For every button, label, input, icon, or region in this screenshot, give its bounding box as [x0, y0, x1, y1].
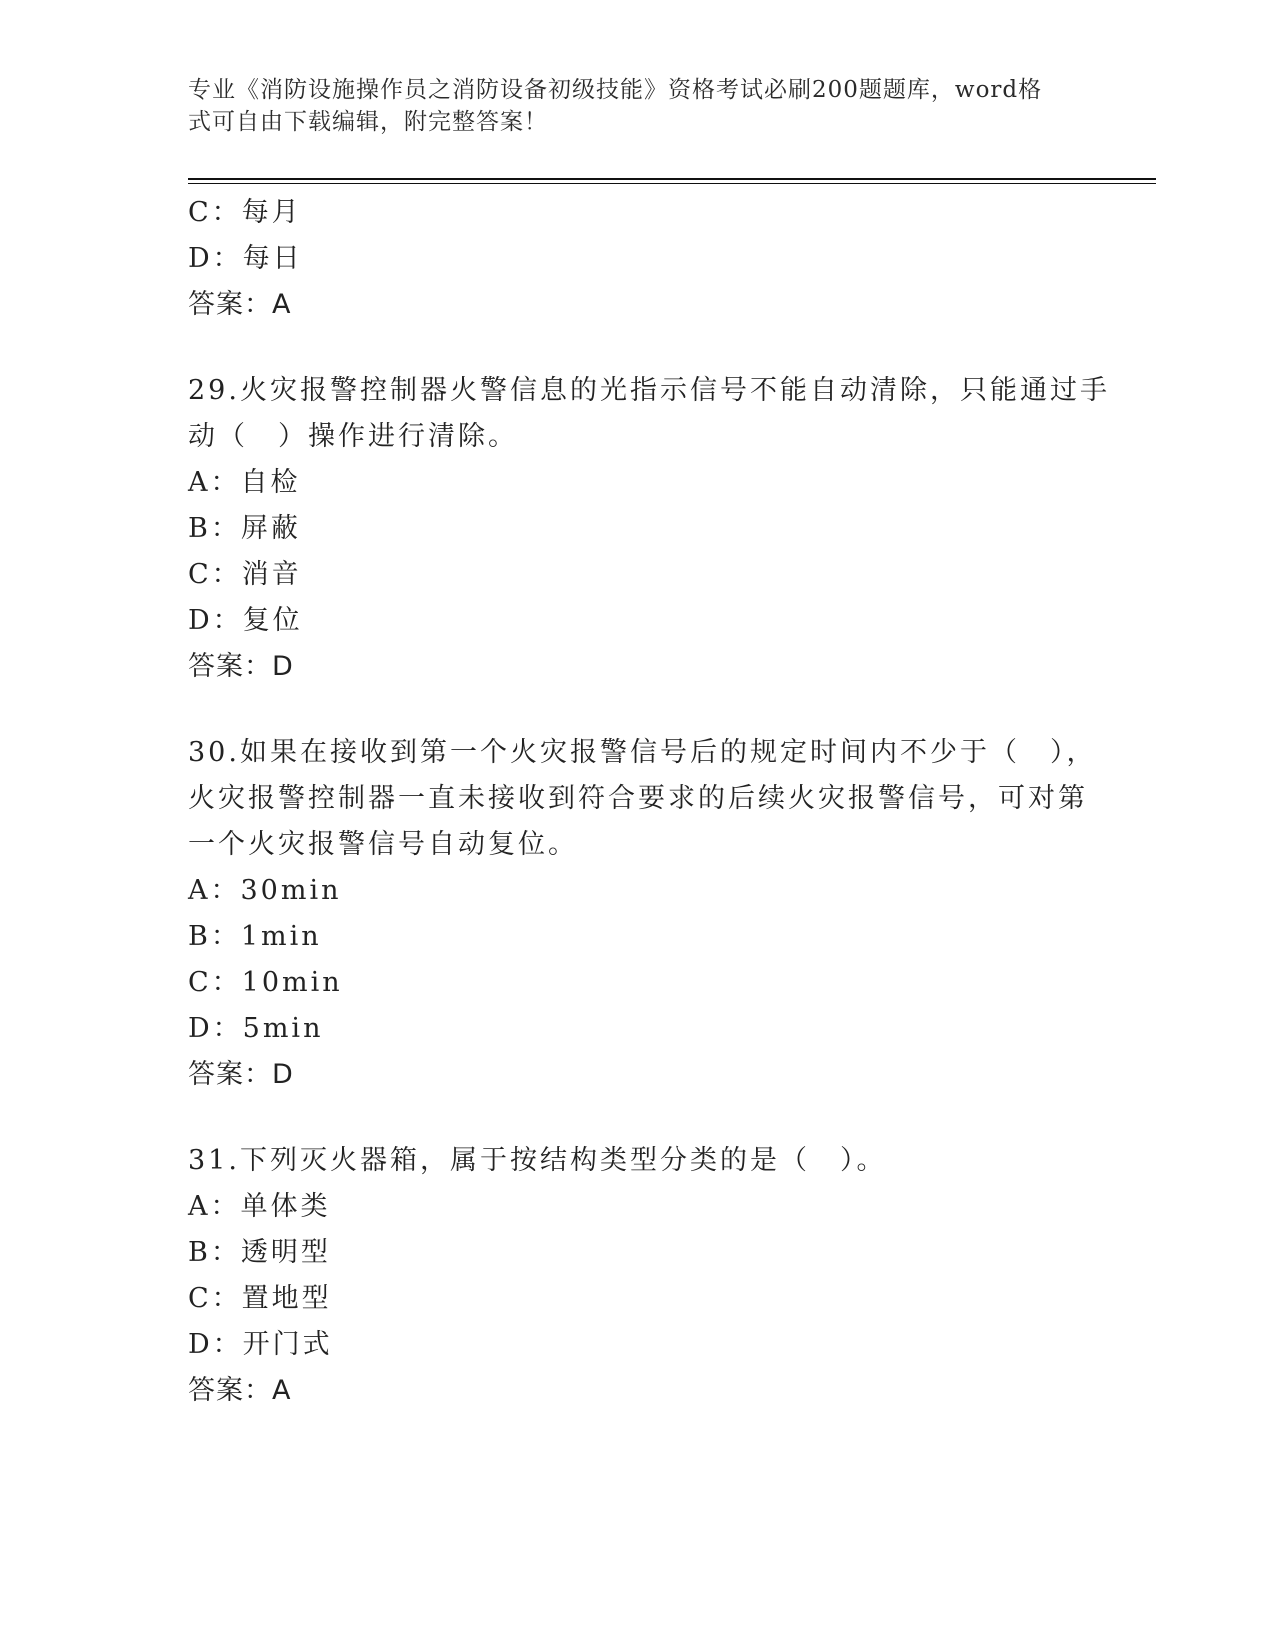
option-c: C：10min — [188, 967, 343, 998]
question-stem-line: 火灾报警控制器一直未接收到符合要求的后续火灾报警信号，可对第 — [188, 783, 1088, 814]
question-29 — [188, 368, 1110, 690]
header-divider-thin — [188, 183, 1156, 184]
header-divider-thick — [188, 178, 1156, 180]
option-c: C：置地型 — [188, 1283, 332, 1314]
option-d: D：5min — [188, 1013, 324, 1044]
answer-line: 答案：A — [188, 289, 292, 320]
question-stem-line: 31.下列灭火器箱，属于按结构类型分类的是（ ）。 — [188, 1145, 887, 1176]
question-list — [188, 190, 1110, 1414]
option-d: D：开门式 — [188, 1329, 333, 1360]
option-d: D：每日 — [188, 243, 303, 274]
header-line-1: 专业《消防设施操作员之消防设备初级技能》资格考试必刷200题题库，word格 — [188, 77, 1043, 103]
question-stem-line: 30.如果在接收到第一个火灾报警信号后的规定时间内不少于（ ）， — [188, 737, 1097, 768]
option-b: B：透明型 — [188, 1237, 331, 1268]
option-a: A：30min — [188, 875, 342, 906]
answer-line: 答案：A — [188, 1375, 292, 1406]
option-c: C：消音 — [188, 559, 302, 590]
option-a: A：自检 — [188, 467, 301, 498]
answer-line: 答案：D — [188, 651, 294, 682]
question-stem-line: 一个火灾报警信号自动复位。 — [188, 829, 578, 860]
option-b: B：屏蔽 — [188, 513, 301, 544]
document-header — [188, 74, 1088, 138]
header-line-2: 式可自由下载编辑，附完整答案！ — [188, 109, 548, 135]
question-stem-line: 动（ ）操作进行清除。 — [188, 421, 518, 452]
option-c: C：每月 — [188, 197, 302, 228]
question-stem-line: 29.火灾报警控制器火警信息的光指示信号不能自动清除，只能通过手 — [188, 375, 1110, 406]
option-d: D：复位 — [188, 605, 303, 636]
option-b: B：1min — [188, 921, 322, 952]
question-30 — [188, 730, 1097, 1098]
previous-question-tail — [188, 190, 1088, 328]
answer-line: 答案：D — [188, 1059, 294, 1090]
question-31 — [188, 1138, 1088, 1414]
option-a: A：单体类 — [188, 1191, 331, 1222]
